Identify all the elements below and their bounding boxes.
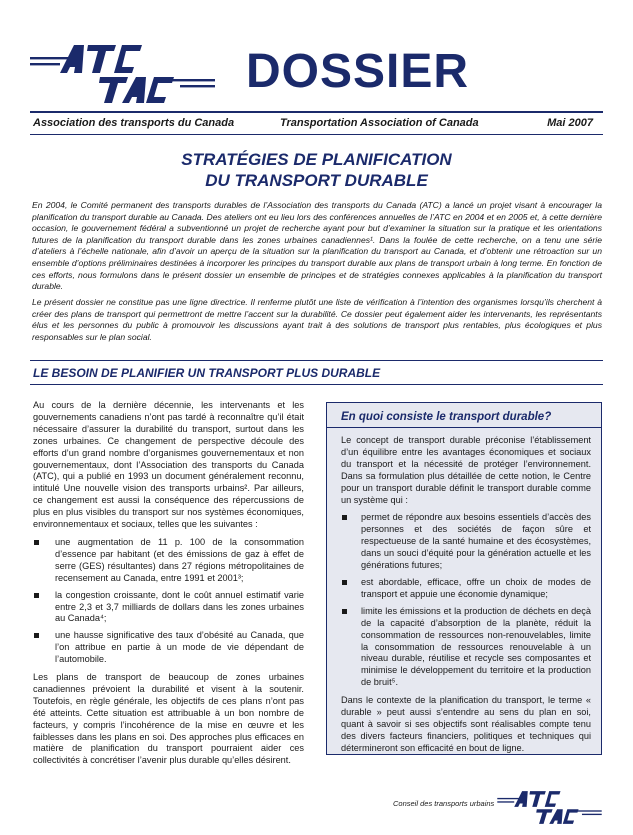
intro-paragraph-2: Le présent dossier ne constitue pas une ligne directrice. Il renferme plutôt une liste de vérification à l’intention des organismes lorsqu’ils cherchent à créer des plans de transport qui permettront de mettre l’accent sur la durabilité. Ce dossier peut également aider les intervenants, les représentants élus et les personnes du public à promouvoir les discussions ayant trait à des solutions de transport plus rentables, plus écologiques et plus responsables sur le plan social. (32, 297, 602, 342)
square-bullet-icon (342, 580, 347, 585)
sidebar-title-rule (326, 427, 602, 428)
list-item: permet de répondre aux besoins essentiels d’accès des personnes et des sociétés de façon sûre et respectueuse de la santé humaine et des écosystèmes, dans un souci d’équité pour la génération actuelle et les générations futures; (341, 512, 591, 572)
org-name-fr: Association des transports du Canada (33, 117, 235, 129)
document-title-line1: STRATÉGIES DE PLANIFICATION (181, 150, 452, 169)
impact-list (33, 537, 304, 666)
section-bottom-rule (30, 384, 603, 385)
org-name-en: Transportation Association of Canada (280, 117, 479, 129)
atc-tac-logo (30, 43, 215, 105)
list-item: la congestion croissante, dont le coût annuel estimatif varie entre 2,3 et 3,7 milliards de dollars dans les zones urbaines au Canada⁴; (33, 590, 304, 626)
sidebar-paragraph-2: Dans le contexte de la planification du transport, le terme « durable » peut aussi s’entendre au sens du plan en soi, quant à savoir si ses objectifs sont réalisables compte tenu des divers facteurs financiers, politiques et techniques qui détermineront son efficacité en bout de ligne. (341, 695, 591, 753)
footer-council-name: Conseil des transports urbains (393, 799, 495, 808)
square-bullet-icon (34, 633, 39, 638)
intro-paragraph-1: En 2004, le Comité permanent des transports durables de l’Association des transports du Canada (ATC) a lancé un projet visant à encourager la planification du transport durable au Canada. Des ateliers ont eu lieu lors des conférences annuelles de l’ATC en 2004 et en 2005 et, à cette dernière occasion, le gouvernement fédéral a subventionné un projet de recherche ayant pour but d’examiner la situation sur la pratique et les orientations futures de la planification du transport durable dans les zones urbaines canadiennes¹. Dans la foulée de cette recherche, on a tenu une série d’ateliers à l’échelle nationale, afin d’avoir un aperçu de la situation sur la planification du transport au Canada, et d’obtenir une rétroaction sur un ensemble d’options préliminaires destinées à incorporer les principes du transport durable aux plans de transport urbain à long terme. En fonction de ces efforts, nous formulons dans le présent dossier un ensemble de principes et de stratégies connexes applicables à la planification du transport durable. (32, 200, 602, 292)
sidebar-title: En quoi consiste le transport durable? (341, 411, 552, 423)
header-top-rule (30, 111, 603, 113)
square-bullet-icon (342, 515, 347, 520)
body-paragraph-1: Au cours de la dernière décennie, les intervenants et les gouvernements canadiens n’ont pas tardé à reconnaître qu’il était nécessaire d’assurer la durabilité du transport, surtout dans les zones urbaines. Ce changement de perspective découle des efforts d’un grand nombre d’organismes gouvernementaux et non gouvernementaux, dont l’Association des transports du Canada (ATC), qui a publié en 1993 un document généralement reconnu, intitulé Une nouvelle vision des transports urbains². Par ailleurs, ce changement est aussi la conséquence des répercussions de plus en plus visibles du transport sur nos systèmes économiques, environnementaux et sociaux, telles que les suivantes : (33, 400, 304, 530)
document-title-line2: DU TRANSPORT DURABLE (205, 171, 428, 190)
left-column (33, 400, 304, 773)
sidebar-content (341, 435, 591, 761)
list-item: une augmentation de 11 p. 100 de la consommation d’essence par habitant (et des émissions de gaz à effet de serre (GES) résultantes) dans 27 régions métropolitaines de recensement au Canada, entre 1991 et 2001³; (33, 537, 304, 585)
square-bullet-icon (342, 609, 347, 614)
publication-date: Mai 2007 (547, 117, 593, 129)
document-title (0, 149, 633, 191)
list-item: une hausse significative des taux d’obésité au Canada, que l’on attribue en partie à un mode de vie dépendant de l’automobile. (33, 630, 304, 666)
body-paragraph-2: Les plans de transport de beaucoup de zones urbaines canadiennes prévoient la durabilité et visent à la soutenir. Toutefois, en règle générale, les objectifs de ces plans n’ont pas été atteints. Cette situation est attribuable à un bon nombre de facteurs, y compris l’incohérence de la mise en œuvre et les faiblesses dans les plans en soi. Des approches plus efficaces en matière de planification du transport pourraient aider ces collectivités à concrétiser l’avenir plus durable qu’elles désirent. (33, 672, 304, 766)
dossier-title: DOSSIER (246, 45, 470, 98)
section-heading: LE BESOIN DE PLANIFIER UN TRANSPORT PLUS DURABLE (33, 366, 381, 380)
list-item: limite les émissions et la production de déchets en deçà de la capacité d’absorption de la planète, réduit la consommation de ressources non-renouvelables, limite la consommation de ressources renouvelable à un niveau durable, réutilise et recycle ses composantes et minimise le développement du territoire et la production de bruit⁵. (341, 606, 591, 689)
list-item: est abordable, efficace, offre un choix de modes de transport et appuie une économie dynamique; (341, 577, 591, 601)
definition-list (341, 512, 591, 689)
footer-atc-tac-logo (497, 790, 602, 825)
header-bottom-rule (30, 134, 603, 135)
square-bullet-icon (34, 593, 39, 598)
section-top-rule (30, 360, 603, 361)
sidebar-paragraph-1: Le concept de transport durable préconise l’établissement d’un équilibre entre les avantages économiques et sociaux du transport et la nécessité de protéger l’environnement. Dans sa formulation plus détaillée de cette notion, le Centre pour un transport durable définit le transport durable comme un système qui : (341, 435, 591, 505)
square-bullet-icon (34, 540, 39, 545)
